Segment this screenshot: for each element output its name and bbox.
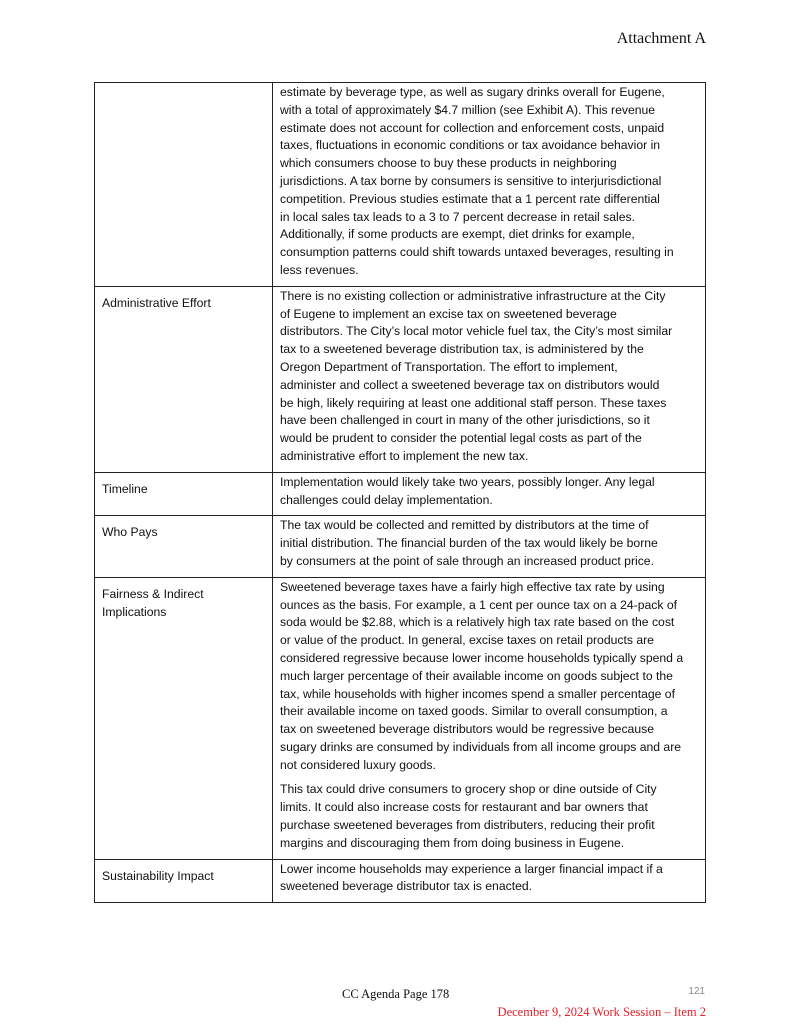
text-line: initial distribution. The financial burden of the tax would likely be borne — [280, 536, 658, 551]
label-line: Who Pays — [102, 525, 158, 540]
paragraph — [280, 517, 701, 570]
row-label — [95, 516, 273, 577]
page-number: 121 — [688, 986, 705, 997]
text-line: purchase sweetened beverages from distributers, reducing their profit — [280, 818, 655, 833]
row-description — [273, 472, 706, 516]
paragraph — [280, 579, 701, 775]
text-line: considered regressive because lower income households typically spend a — [280, 650, 684, 665]
row-description — [273, 286, 706, 472]
row-label — [95, 859, 273, 903]
work-session-label: December 9, 2024 Work Session – Item 2 — [497, 1005, 706, 1019]
row-label — [95, 577, 273, 859]
text-line: tax on sweetened beverage distributors would be regressive because — [280, 722, 654, 737]
label-line: Sustainability Impact — [102, 868, 214, 883]
text-line: have been challenged in court in many of the other jurisdictions, so it — [280, 413, 650, 428]
tax-evaluation-table — [94, 82, 706, 903]
text-line: tax to a sweetened beverage distribution tax, is administered by the — [280, 342, 644, 357]
label-line: Implications — [102, 604, 167, 619]
text-line: Lower income households may experience a larger financial impact if a — [280, 861, 663, 876]
table-row — [95, 577, 706, 859]
attachment-header: Attachment A — [616, 30, 706, 47]
text-line: of Eugene to implement an excise tax on sweetened beverage — [280, 306, 617, 321]
text-line: much larger percentage of their available income on goods subject to the — [280, 668, 673, 683]
label-line: Administrative Effort — [102, 295, 211, 310]
text-line: administer and collect a sweetened beverage tax on distributors would — [280, 377, 660, 392]
text-line: in local sales tax leads to a 3 to 7 percent decrease in retail sales. — [280, 209, 635, 224]
text-line: consumption patterns could shift towards untaxed beverages, resulting in — [280, 245, 674, 260]
text-line: by consumers at the point of sale through an increased product price. — [280, 553, 654, 568]
text-line: or value of the product. In general, excise taxes on retail products are — [280, 633, 654, 648]
text-line: estimate does not account for collection and enforcement costs, unpaid — [280, 120, 665, 135]
text-line: margins and discouraging them from doing business in Eugene. — [280, 835, 625, 850]
table-row — [95, 516, 706, 577]
text-line: Implementation would likely take two years, possibly longer. Any legal — [280, 474, 655, 489]
text-line: their available income on taxed goods. Similar to overall consumption, a — [280, 704, 668, 719]
text-line: jurisdictions. A tax borne by consumers is sensitive to interjurisdictional — [280, 173, 662, 188]
row-label — [95, 83, 273, 287]
row-description — [273, 577, 706, 859]
text-line: limits. It could also increase costs for restaurant and bar owners that — [280, 800, 648, 815]
row-description — [273, 859, 706, 903]
text-line: less revenues. — [280, 262, 359, 277]
text-line: This tax could drive consumers to grocery shop or dine outside of City — [280, 782, 657, 797]
text-line: ounces as the basis. For example, a 1 cent per ounce tax on a 24-pack of — [280, 597, 678, 612]
text-line: The tax would be collected and remitted by distributors at the time of — [280, 518, 649, 533]
text-line: not considered luxury goods. — [280, 757, 436, 772]
text-line: be high, likely requiring at least one additional staff person. These taxes — [280, 395, 667, 410]
text-line: which consumers choose to buy these products in neighboring — [280, 156, 617, 171]
table-row — [95, 859, 706, 903]
text-line: Sweetened beverage taxes have a fairly high effective tax rate by using — [280, 579, 665, 594]
text-line: taxes, fluctuations in economic conditions or tax avoidance behavior in — [280, 138, 661, 153]
text-line: administrative effort to implement the new tax. — [280, 448, 529, 463]
paragraph — [280, 288, 701, 466]
text-line: competition. Previous studies estimate that a 1 percent rate differential — [280, 191, 660, 206]
label-line: Fairness & Indirect — [102, 586, 204, 601]
text-line: soda would be $2.88, which is a relatively high tax rate based on the cost — [280, 615, 675, 630]
row-label — [95, 472, 273, 516]
table-row — [95, 472, 706, 516]
text-line: with a total of approximately $4.7 million (see Exhibit A). This revenue — [280, 102, 656, 117]
text-line: distributors. The City’s local motor vehicle fuel tax, the City’s most similar — [280, 324, 673, 339]
row-label — [95, 286, 273, 472]
row-description — [273, 516, 706, 577]
text-line: Oregon Department of Transportation. The effort to implement, — [280, 359, 618, 374]
paragraph — [280, 781, 701, 852]
agenda-page-label: CC Agenda Page 178 — [342, 987, 450, 1001]
paragraph — [280, 861, 701, 897]
paragraph — [280, 84, 701, 280]
text-line: sugary drinks are consumed by individuals from all income groups and are — [280, 739, 682, 754]
text-line: would be prudent to consider the potential legal costs as part of the — [280, 431, 642, 446]
text-line: There is no existing collection or administrative infrastructure at the City — [280, 288, 666, 303]
text-line: challenges could delay implementation. — [280, 492, 493, 507]
label-line: Timeline — [102, 481, 148, 496]
paragraph — [280, 474, 701, 510]
text-line: tax, while households with higher incomes spend a smaller percentage of — [280, 686, 675, 701]
row-description — [273, 83, 706, 287]
text-line: estimate by beverage type, as well as sugary drinks overall for Eugene, — [280, 85, 665, 99]
table-row — [95, 286, 706, 472]
text-line: sweetened beverage distributor tax is enacted. — [280, 879, 533, 894]
table-row — [95, 83, 706, 287]
text-line: Additionally, if some products are exempt, diet drinks for example, — [280, 227, 635, 242]
